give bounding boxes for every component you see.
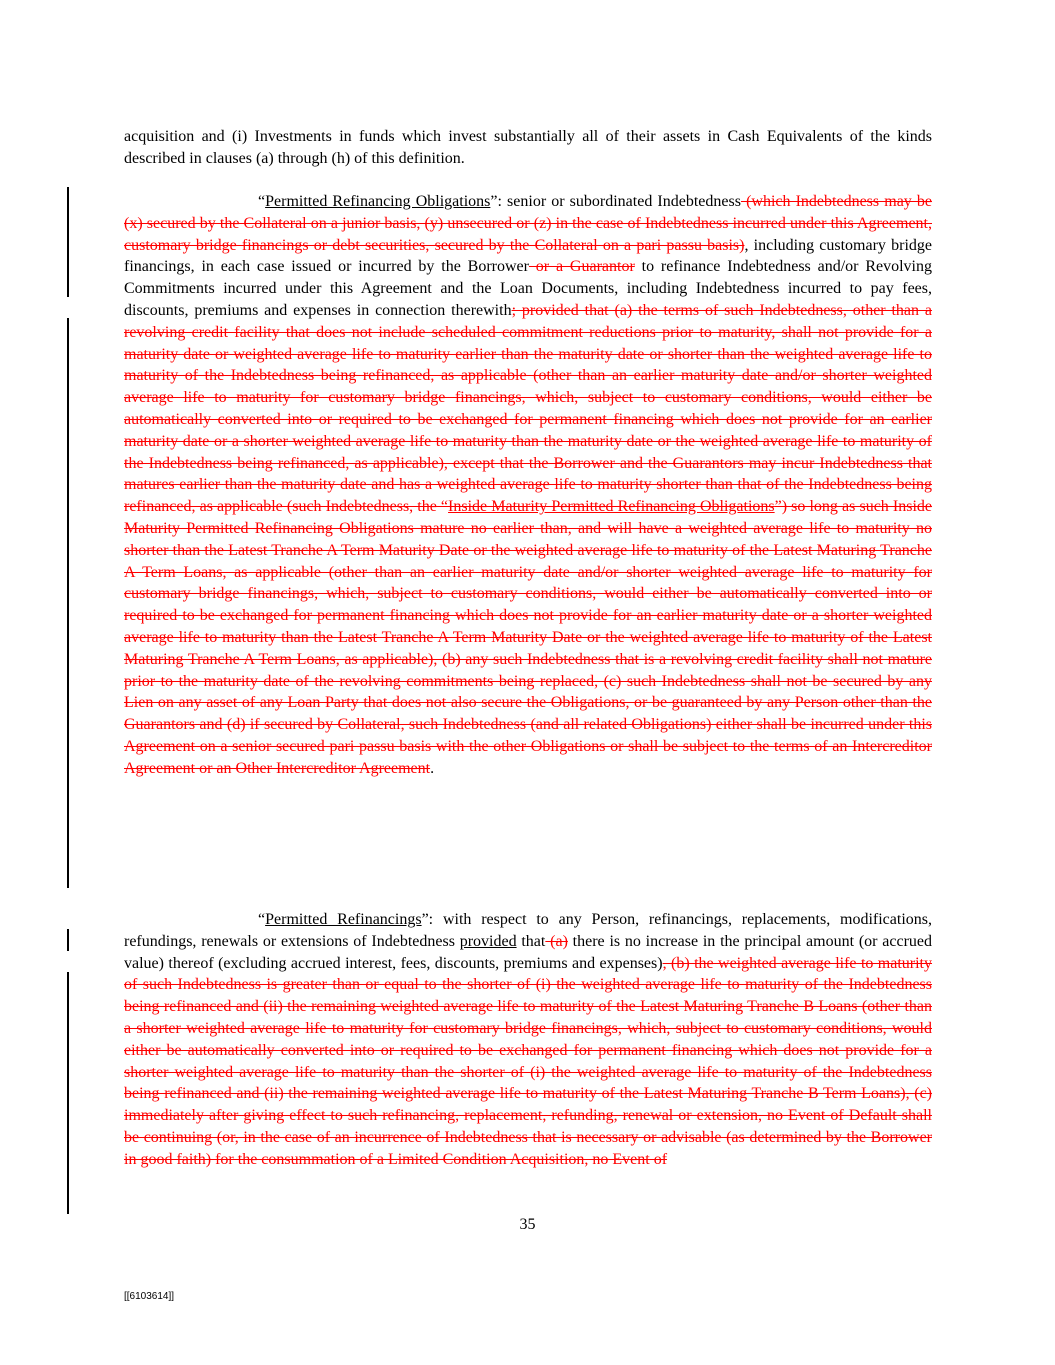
- change-bar: [67, 318, 69, 888]
- definition-text: ”: with respect to any Person, refinancings, replacements, modifications, refundings, renewals or extensions of Indebtedness: [124, 911, 933, 950]
- document-id: [[6103614]]: [124, 1291, 175, 1302]
- deleted-text: [124, 302, 932, 777]
- open-quote: “: [258, 911, 266, 928]
- deleted-text-part: ; provided that (a) the terms of such Indebtedness, other than a revolving credit facility that does not include scheduled commitment reductions prior to maturity, shall not provide for a maturity date or weighted average life to maturity earlier than the maturity date or shorter than the weighted average life to maturity of the Indebtedness being refinanced, as applicable (other than an earlier maturity date and/or shorter weighted average life to maturity for customary bridge financings, which, subject to customary conditions, would either be automatically converted into or required to be exchanged for permanent financing which does not provide for an earlier maturity date or a shorter weighted average life to maturity than the maturity date or the weighted average life to maturity of the Indebtedness being refinanced, as applicable), except that the Borrower and the Guarantors may incur Indebtedness that matures earlier than the maturity date and has a weighted average life to maturity shorter than that of the Indebtedness being refinanced, as applicable (such Indebtedness, the “: [124, 301, 933, 516]
- paragraph-text: acquisition and (i) Investments in funds which invest substantially all of their assets in Cash Equivalents of the kinds described in clauses (a) through (h) of this definition.: [124, 128, 932, 167]
- definition-permitted-refinancing-obligations: [124, 191, 932, 780]
- definition-text: , including customary bridge financings, in each case issued or incurred by the Borrower: [124, 236, 932, 276]
- definition-text: that: [516, 932, 546, 950]
- deleted-text: (which Indebtedness may be (x) secured by the Collateral on a junior basis, (y) unsecured or (z) in the case of Indebtedness incurred under this Agreement, customary bridge financings or debt securities, secured by the Collateral on a pari passu basis): [124, 193, 932, 254]
- deleted-text-part: ”) so long as such Inside Maturity Permitted Refinancing Obligations mature no earlier than, and will have a weighted average life to maturity no shorter than the Latest Tranche A Term Maturity Date or the weighted average life to maturity of the Latest Maturing Tranche A Term Loans, as applicable (other than an earlier maturity date and/or shorter weighted average life to maturity for customary bridge financings, which, subject to customary conditions, would either be automatically converted into or required to be exchanged for permanent financing which does not provide for an earlier maturity date or a shorter weighted average life to maturity than the Latest Tranche A Term Maturity Date or the weighted average life to maturity of the Latest Maturing Tranche A Term Loans, as applicable), (b) any such Indebtedness that is a revolving credit facility shall not mature prior to the maturity date of the revolving commitments being replaced, (c) such Indebtedness shall not be secured by any Lien on any asset of any Loan Party that does not also secure the Obligations, or be guaranteed by any Person other than the Guarantors and (d) if secured by Collateral, such Indebtedness (and all related Obligations) either shall be incurred under this Agreement on a senior secured pari passu basis with the other Obligations or shall be subject to the terms of an Intercreditor Agreement or an Other Intercreditor Agreement: [124, 498, 933, 777]
- deleted-text: (a): [545, 932, 568, 950]
- deleted-text: , (b) the weighted average life to maturity of such Indebtedness is greater than or equal to the shorter of (i) the weighted average life to maturity of the Indebtedness being refinanced and (ii) the remaining weighted average life to maturity of the Latest Maturing Tranche B Loans (other than a shorter weighted average life to maturity for customary bridge financings, which, subject to customary conditions, would either be automatically converted into or required to be exchanged for permanent financing which does not provide for a shorter weighted average life to maturity than the shorter of (i) the weighted average life to maturity of the Indebtedness being refinanced and (ii) the remaining weighted average life to maturity of the Latest Maturing Tranche B Term Loans), (c) immediately after giving effect to such refinancing, replacement, refunding, renewal or extension, no Event of Default shall be continuing (or, in the case of an incurrence of Indebtedness that is necessary or advisable (as determined by the Borrower in good faith) for the consummation of a Limited Condition Acquisition, no Event of: [124, 954, 933, 1168]
- defined-term: Permitted Refinancings: [265, 911, 422, 928]
- defined-term: Permitted Refinancing Obligations: [265, 193, 491, 210]
- provided-term: provided: [459, 932, 517, 950]
- page-number: 35: [519, 1216, 536, 1233]
- definition-text: there is no increase in the principal amount (or accrued value) thereof (excluding accrued interest, fees, discounts, premiums and expenses): [124, 932, 932, 972]
- definition-text: to refinance Indebtedness and/or Revolving Commitments incurred under this Agreement and the Loan Documents, including Indebtedness incurred to pay fees, discounts, premiums and expenses in connection therewith: [124, 258, 932, 319]
- open-quote: “: [258, 193, 266, 210]
- definition-permitted-refinancings: [124, 909, 932, 1171]
- change-bar: [67, 972, 69, 1214]
- change-bar: [67, 187, 69, 297]
- deleted-text: or a Guarantor: [528, 258, 635, 276]
- definition-end: .: [430, 759, 435, 777]
- deleted-defined-term: Inside Maturity Permitted Refinancing Obligations: [448, 498, 775, 516]
- definition-text: ”: senior or subordinated Indebtedness: [490, 193, 741, 210]
- paragraph-investments-tail: [124, 126, 932, 170]
- change-bar: [67, 929, 69, 951]
